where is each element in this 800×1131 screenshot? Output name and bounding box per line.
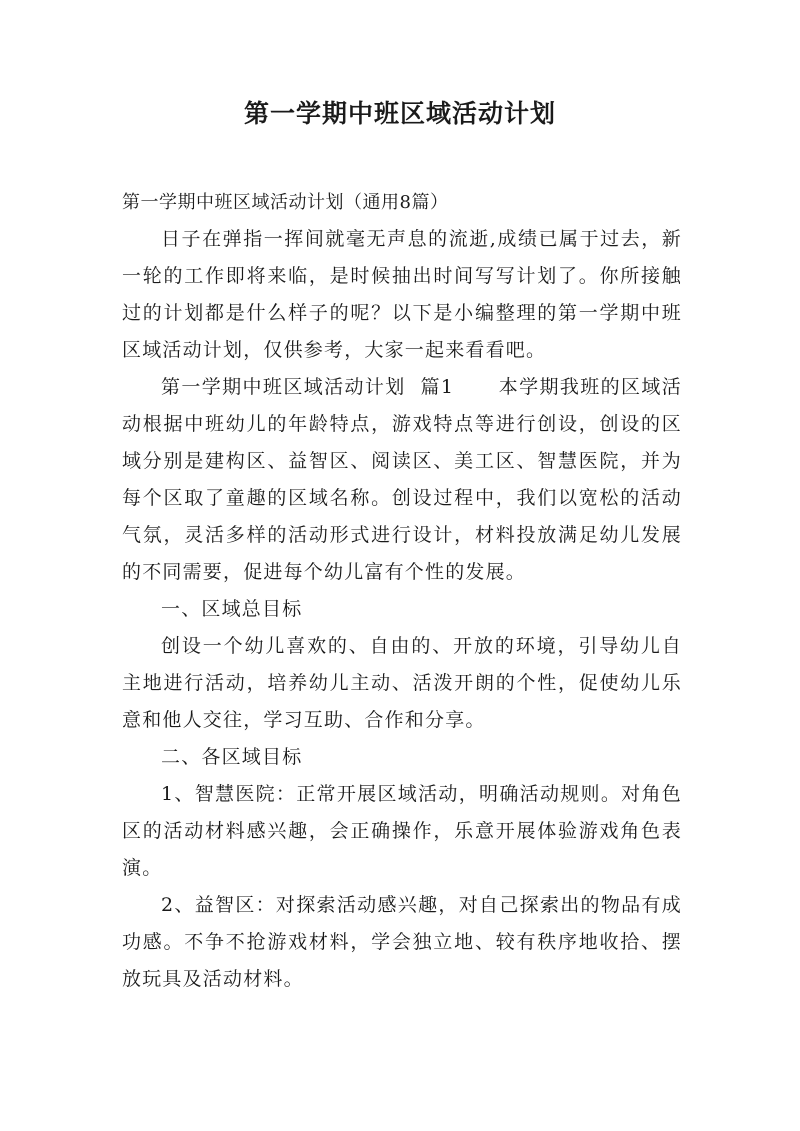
document-subtitle: 第一学期中班区域活动计划（通用8篇） xyxy=(122,192,449,213)
intro-paragraph: 日子在弹指一挥间就毫无声息的流逝,成绩已属于过去，新一轮的工作即将来临，是时候抽出时间写写计划了。你所接触过的计划都是什么样子的呢？以下是小编整理的第一学期中班区域活动计划，仅供参考，大家一起来看看吧。 xyxy=(122,228,682,361)
area-goal-item: 1、智慧医院：正常开展区域活动，明确活动规则。对角色区的活动材料感兴趣，会正确操作，乐意开展体验游戏角色表演。 xyxy=(122,783,682,879)
section-heading-overall-goal: 一、区域总目标 xyxy=(161,598,303,620)
plan-overview-paragraph: 第一学期中班区域活动计划 篇1 本学期我班的区域活动根据中班幼儿的年龄特点，游戏特点等进行创设，创设的区域分别是建构区、益智区、阅读区、美工区、智慧医院，并为每个区取了童趣的区域名称。创设过程中，我们以宽松的活动气氛，灵活多样的活动形式进行设计，材料投放满足幼儿发展的不同需要，促进每个幼儿富有个性的发展。 xyxy=(122,376,682,583)
document-body xyxy=(122,184,682,998)
section-heading-area-goals: 二、各区域目标 xyxy=(161,746,303,768)
area-goal-item: 2、益智区：对探索活动感兴趣，对自己探索出的物品有成功感。不争不抢游戏材料，学会独立地、较有秩序地收拾、摆放玩具及活动材料。 xyxy=(122,894,682,990)
overall-goal-paragraph: 创设一个幼儿喜欢的、自由的、开放的环境，引导幼儿自主地进行活动，培养幼儿主动、活泼开朗的个性，促使幼儿乐意和他人交往，学习互助、合作和分享。 xyxy=(122,635,682,731)
document-title: 第一学期中班区域活动计划 xyxy=(243,99,556,128)
